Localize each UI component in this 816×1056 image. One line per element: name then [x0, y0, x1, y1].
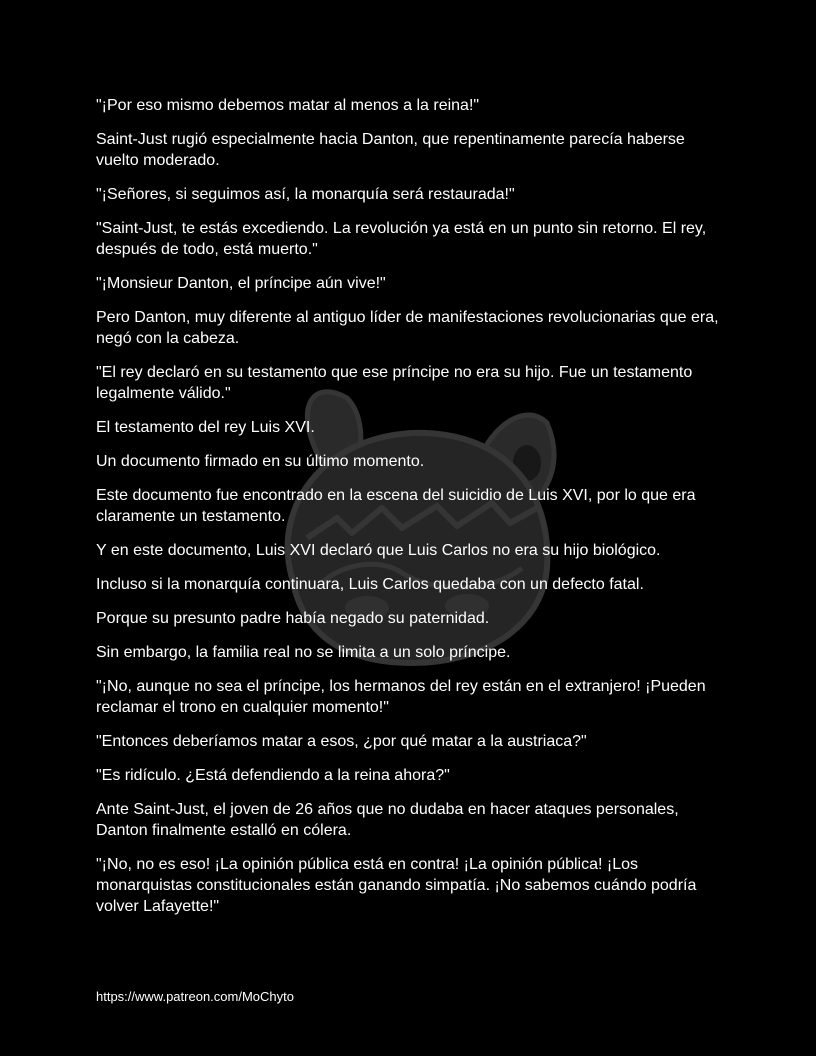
paragraph: Porque su presunto padre había negado su paternidad. — [96, 610, 490, 627]
paragraph: "Es ridículo. ¿Está defendiendo a la reina ahora?" — [96, 767, 450, 784]
paragraph: Sin embargo, la familia real no se limita a un solo príncipe. — [96, 644, 511, 661]
paragraph: Saint-Just rugió especialmente hacia Danton, que repentinamente parecía haberse vuelto moderado. — [96, 131, 685, 169]
paragraph: "¡No, no es eso! ¡La opinión pública está en contra! ¡La opinión pública! ¡Los monarquistas constitucionales están ganando simpatía. ¡No sabemos cuándo podría volver Lafayette!" — [96, 856, 697, 915]
paragraph: Ante Saint-Just, el joven de 26 años que no dudaba en hacer ataques personales, Danton finalmente estalló en cólera. — [96, 801, 679, 839]
paragraph: Un documento firmado en su último momento. — [96, 453, 425, 470]
document-body — [96, 95, 724, 930]
paragraph: Incluso si la monarquía continuara, Luis Carlos quedaba con un defecto fatal. — [96, 576, 644, 593]
footer-link[interactable]: https://www.patreon.com/MoChyto — [96, 989, 294, 1004]
paragraph: "¡Monsieur Danton, el príncipe aún vive!" — [96, 275, 386, 292]
paragraph: "¡Por eso mismo debemos matar al menos a la reina!" — [96, 97, 480, 114]
paragraph: Y en este documento, Luis XVI declaró que Luis Carlos no era su hijo biológico. — [96, 542, 661, 559]
paragraph: "El rey declaró en su testamento que ese príncipe no era su hijo. Fue un testamento legalmente válido." — [96, 364, 693, 402]
paragraph: "¡Señores, si seguimos así, la monarquía será restaurada!" — [96, 186, 515, 203]
paragraph: "¡No, aunque no sea el príncipe, los hermanos del rey están en el extranjero! ¡Pueden reclamar el trono en cualquier momento!" — [96, 678, 706, 716]
paragraph: Pero Danton, muy diferente al antiguo líder de manifestaciones revolucionarias que era, negó con la cabeza. — [96, 309, 719, 347]
paragraph: El testamento del rey Luis XVI. — [96, 419, 315, 436]
paragraph: "Entonces deberíamos matar a esos, ¿por qué matar a la austriaca?" — [96, 733, 587, 750]
paragraph: Este documento fue encontrado en la escena del suicidio de Luis XVI, por lo que era claramente un testamento. — [96, 487, 696, 525]
paragraph: "Saint-Just, te estás excediendo. La revolución ya está en un punto sin retorno. El rey, después de todo, está muerto." — [96, 220, 707, 258]
